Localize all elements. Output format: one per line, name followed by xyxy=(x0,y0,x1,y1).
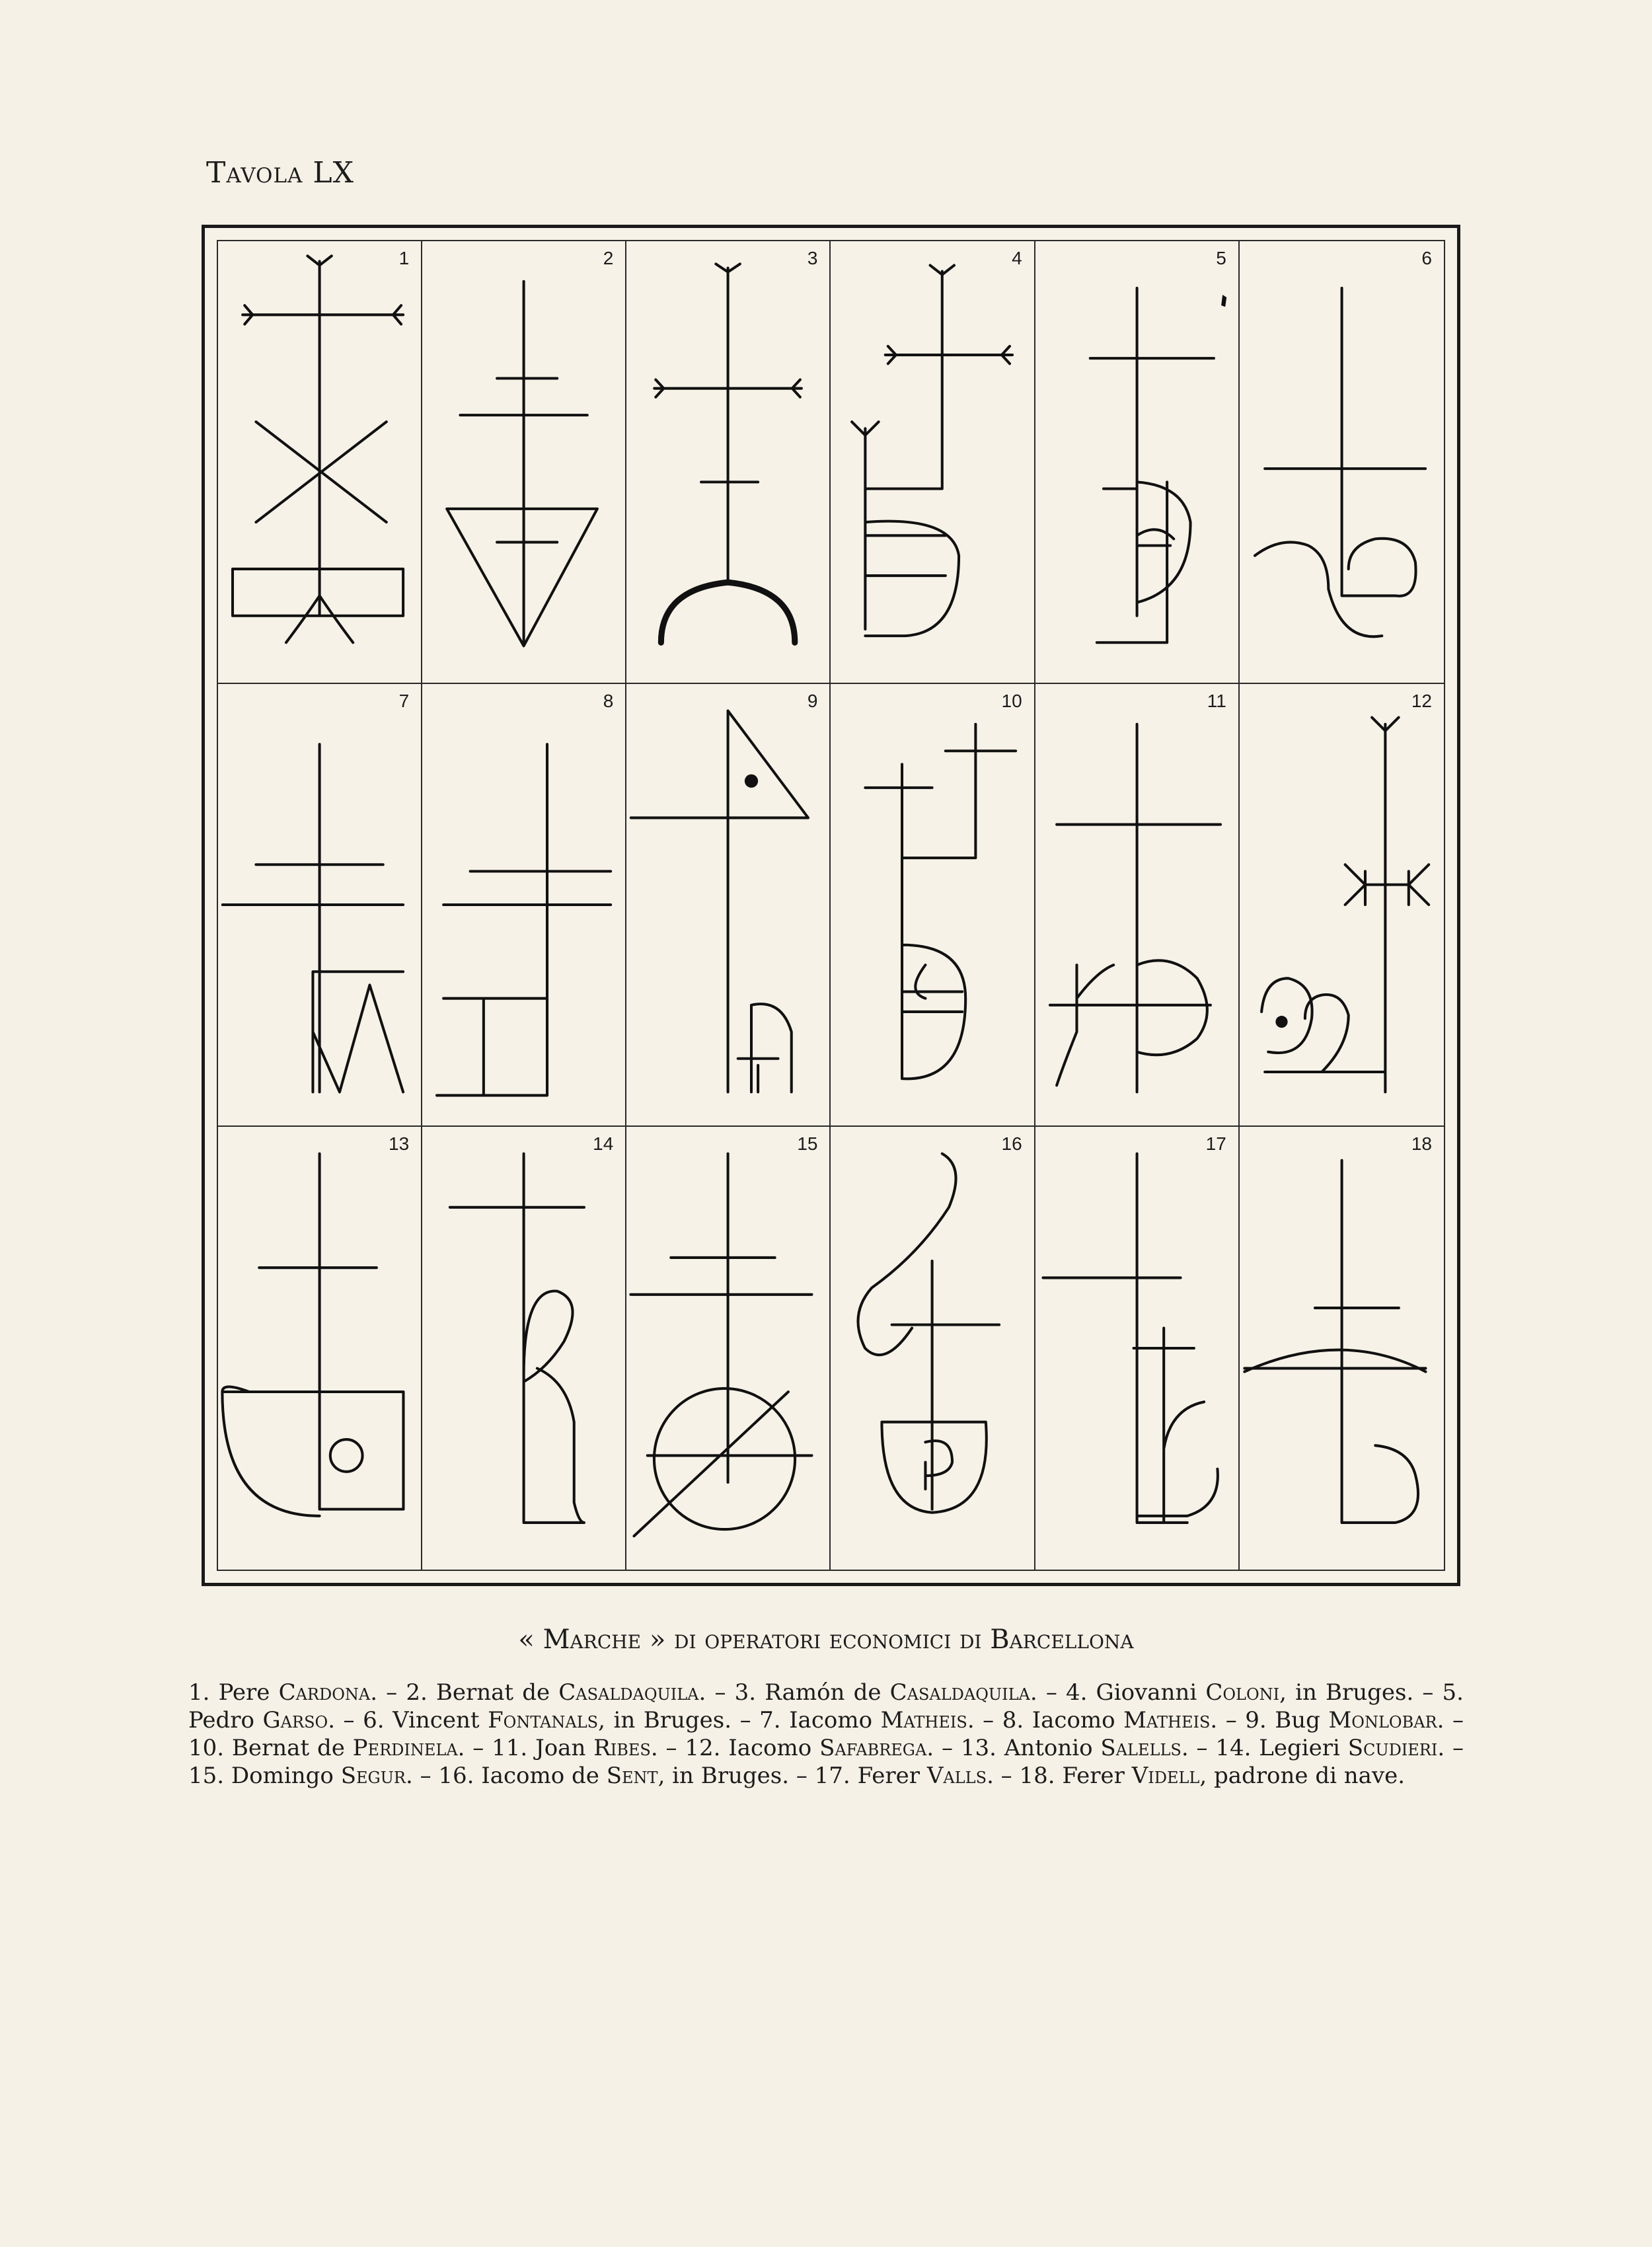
mark-number: 2 xyxy=(603,248,614,268)
legend-item xyxy=(1002,1707,1217,1733)
legend-given-name: Joan xyxy=(535,1735,594,1761)
legend-note: , padrone di nave. xyxy=(1199,1763,1406,1789)
legend-note: . xyxy=(698,1679,706,1706)
legend-note: . xyxy=(1437,1735,1445,1761)
legend-given-name: Bernat de xyxy=(231,1735,353,1761)
legend-item xyxy=(188,1763,413,1789)
legend-number: 12. xyxy=(685,1735,729,1761)
legend-item xyxy=(815,1763,994,1789)
legend-note: , in Bruges. xyxy=(1279,1679,1414,1706)
marks-grid xyxy=(217,240,1445,1571)
merchant-mark-7 xyxy=(218,684,421,1125)
merchant-mark-6 xyxy=(1240,241,1444,683)
legend-note: . xyxy=(1181,1735,1189,1761)
legend-given-name: Vincent xyxy=(393,1707,488,1733)
mark-cell-12 xyxy=(1240,684,1444,1127)
legend-surname: Matheis xyxy=(880,1707,967,1733)
merchant-mark-5 xyxy=(1035,241,1238,683)
legend-number: 9. xyxy=(1245,1707,1275,1733)
mark-cell-14 xyxy=(422,1127,626,1570)
legend-item xyxy=(188,1679,377,1706)
mark-number: 5 xyxy=(1216,248,1226,268)
merchant-mark-14 xyxy=(422,1127,625,1570)
legend-given-name: Antonio xyxy=(1004,1735,1101,1761)
merchant-mark-13 xyxy=(218,1127,421,1570)
legend-surname: Scudieri xyxy=(1347,1735,1438,1761)
legend-item xyxy=(1066,1679,1413,1706)
legend-item xyxy=(363,1707,732,1733)
legend-given-name: Bug xyxy=(1275,1707,1329,1733)
mark-cell-9 xyxy=(626,684,831,1127)
legend-surname: Valls xyxy=(926,1763,987,1789)
legend-surname: Casaldaquila xyxy=(889,1679,1030,1706)
mark-number: 3 xyxy=(807,248,818,268)
legend-surname: Salells xyxy=(1100,1735,1182,1761)
legend-number: 10. xyxy=(188,1735,232,1761)
legend-given-name: Legieri xyxy=(1259,1735,1348,1761)
merchant-mark-4 xyxy=(831,241,1033,683)
legend-number: 8. xyxy=(1002,1707,1032,1733)
legend-surname: Fontanals xyxy=(488,1707,599,1733)
legend-number: 7. xyxy=(759,1707,790,1733)
legend-item xyxy=(759,1707,974,1733)
legend-number: 1. xyxy=(188,1679,219,1706)
merchant-mark-11 xyxy=(1035,684,1238,1125)
legend-number: 2. xyxy=(406,1679,436,1706)
mark-cell-5 xyxy=(1035,241,1240,684)
legend-given-name: Iacomo xyxy=(789,1707,881,1733)
legend-number: 5. xyxy=(1442,1679,1464,1706)
mark-number: 8 xyxy=(603,691,614,711)
legend-item xyxy=(1245,1707,1444,1733)
plate-caption-title xyxy=(0,1624,1652,1655)
legend-surname: Safabrega xyxy=(819,1735,927,1761)
legend-number: 3. xyxy=(734,1679,765,1706)
legend-note: , in Bruges. xyxy=(657,1763,790,1789)
mark-cell-6 xyxy=(1240,241,1444,684)
legend-item xyxy=(492,1735,658,1761)
legend-given-name: Pedro xyxy=(188,1707,263,1733)
legend-given-name: Ferer xyxy=(857,1763,927,1789)
caption-word: Marche xyxy=(543,1624,642,1655)
mark-cell-11 xyxy=(1035,684,1240,1127)
legend-number: 4. xyxy=(1065,1679,1096,1706)
marks-legend: 1. Pere Cardona. – 2. Bernat de Casaldaquila. – 3. Ramón de Casaldaquila. – 4. Giovanni Coloni, in Bruges. – 5. Pedro Garso. – 6. Vincent Fontanals, in Bruges. – 7. Iacomo Matheis. – 8. Iacomo Matheis. – 9. Bug Monlobar. – 10. Bernat de Perdinela. – 11. Joan Ribes. – 12. Iacomo Safabrega. – 13. Antonio Salells. – 14. Legieri Scudieri. – 15. Domingo Segur. – 16. Iacomo de Sent, in Bruges. – 17. Ferer Valls. – 18. Ferer Videll, padrone di nave. xyxy=(188,1679,1464,1789)
legend-note: . xyxy=(1437,1707,1445,1733)
legend-number: 13. xyxy=(960,1735,1004,1761)
legend-note: . xyxy=(328,1707,335,1733)
mark-number: 1 xyxy=(398,248,410,268)
legend-note: . xyxy=(967,1707,975,1733)
mark-number: 7 xyxy=(398,691,410,711)
mark-cell-7 xyxy=(218,684,422,1127)
merchant-mark-16 xyxy=(831,1127,1033,1570)
legend-item xyxy=(1215,1735,1445,1761)
legend-item xyxy=(1020,1763,1406,1789)
legend-given-name: Ramón de xyxy=(765,1679,890,1706)
legend-item xyxy=(735,1679,1037,1706)
legend-item xyxy=(685,1735,934,1761)
plate-number: LX xyxy=(313,156,354,190)
mark-number: 12 xyxy=(1411,691,1432,711)
legend-number: 18. xyxy=(1019,1763,1063,1789)
merchant-mark-12 xyxy=(1240,684,1444,1125)
legend-number: 17. xyxy=(814,1763,858,1789)
merchant-mark-9 xyxy=(626,684,829,1125)
plate-prefix: Tavola xyxy=(206,156,303,190)
legend-given-name: Bernat de xyxy=(435,1679,559,1706)
quote-open: « xyxy=(518,1624,535,1655)
legend-surname: Sent xyxy=(606,1763,658,1789)
merchant-mark-8 xyxy=(422,684,625,1125)
mark-cell-17 xyxy=(1035,1127,1240,1570)
merchant-mark-2 xyxy=(422,241,625,683)
merchant-mark-18 xyxy=(1240,1127,1444,1570)
mark-cell-4 xyxy=(831,241,1035,684)
legend-given-name: Iacomo de xyxy=(481,1763,607,1789)
legend-note: . xyxy=(370,1679,378,1706)
mark-number: 11 xyxy=(1207,691,1226,711)
mark-number: 4 xyxy=(1012,248,1022,268)
legend-given-name: Pere xyxy=(218,1679,279,1706)
legend-surname: Perdinela xyxy=(352,1735,458,1761)
mark-number: 15 xyxy=(797,1133,818,1154)
legend-surname: Cardona xyxy=(278,1679,371,1706)
merchant-mark-1 xyxy=(218,241,421,683)
mark-number: 18 xyxy=(1411,1133,1432,1154)
mark-number: 17 xyxy=(1205,1133,1226,1154)
legend-given-name: Ferer xyxy=(1062,1763,1132,1789)
caption-rest: di operatori economici di Barcellona xyxy=(674,1624,1134,1655)
merchant-mark-15 xyxy=(626,1127,829,1570)
legend-given-name: Iacomo xyxy=(728,1735,820,1761)
mark-cell-15 xyxy=(626,1127,831,1570)
mark-cell-10 xyxy=(831,684,1035,1127)
legend-number: 11. xyxy=(492,1735,536,1761)
legend-note: . xyxy=(405,1763,413,1789)
legend-surname: Casaldaquila xyxy=(558,1679,699,1706)
merchant-mark-17 xyxy=(1035,1127,1238,1570)
mark-number: 16 xyxy=(1001,1133,1022,1154)
legend-note: . xyxy=(1030,1679,1037,1706)
merchant-mark-10 xyxy=(831,684,1033,1125)
legend-note: , in Bruges. xyxy=(598,1707,732,1733)
legend-given-name: Domingo xyxy=(231,1763,341,1789)
quote-close: » xyxy=(649,1624,666,1655)
legend-number: 6. xyxy=(363,1707,393,1733)
merchant-mark-3 xyxy=(626,241,829,683)
mark-number: 10 xyxy=(1001,691,1022,711)
legend-surname: Monlobar xyxy=(1328,1707,1437,1733)
legend-number: 16. xyxy=(438,1763,482,1789)
legend-given-name: Giovanni xyxy=(1096,1679,1206,1706)
legend-surname: Segur xyxy=(340,1763,406,1789)
legend-item xyxy=(438,1763,789,1789)
legend-number: 15. xyxy=(188,1763,231,1789)
marks-plate-frame xyxy=(202,225,1460,1586)
mark-number: 6 xyxy=(1421,248,1432,268)
legend-item xyxy=(406,1679,706,1706)
mark-cell-16 xyxy=(831,1127,1035,1570)
legend-item xyxy=(961,1735,1189,1761)
legend-given-name: Iacomo xyxy=(1032,1707,1124,1733)
legend-note: . xyxy=(987,1763,994,1789)
legend-note: . xyxy=(926,1735,934,1761)
mark-cell-18 xyxy=(1240,1127,1444,1570)
mark-cell-3 xyxy=(626,241,831,684)
legend-note: . xyxy=(1210,1707,1218,1733)
plate-title xyxy=(206,156,354,190)
legend-note: . xyxy=(457,1735,465,1761)
legend-surname: Coloni xyxy=(1205,1679,1280,1706)
legend-surname: Ribes xyxy=(593,1735,651,1761)
legend-surname: Garso xyxy=(262,1707,328,1733)
mark-cell-8 xyxy=(422,684,626,1127)
mark-cell-2 xyxy=(422,241,626,684)
legend-number: 14. xyxy=(1215,1735,1259,1761)
mark-cell-13 xyxy=(218,1127,422,1570)
legend-surname: Matheis xyxy=(1123,1707,1211,1733)
legend-surname: Videll xyxy=(1131,1763,1200,1789)
mark-number: 13 xyxy=(389,1133,410,1154)
mark-number: 14 xyxy=(593,1133,614,1154)
mark-number: 9 xyxy=(807,691,818,711)
mark-cell-1 xyxy=(218,241,422,684)
legend-item xyxy=(188,1735,465,1761)
legend-note: . xyxy=(650,1735,658,1761)
